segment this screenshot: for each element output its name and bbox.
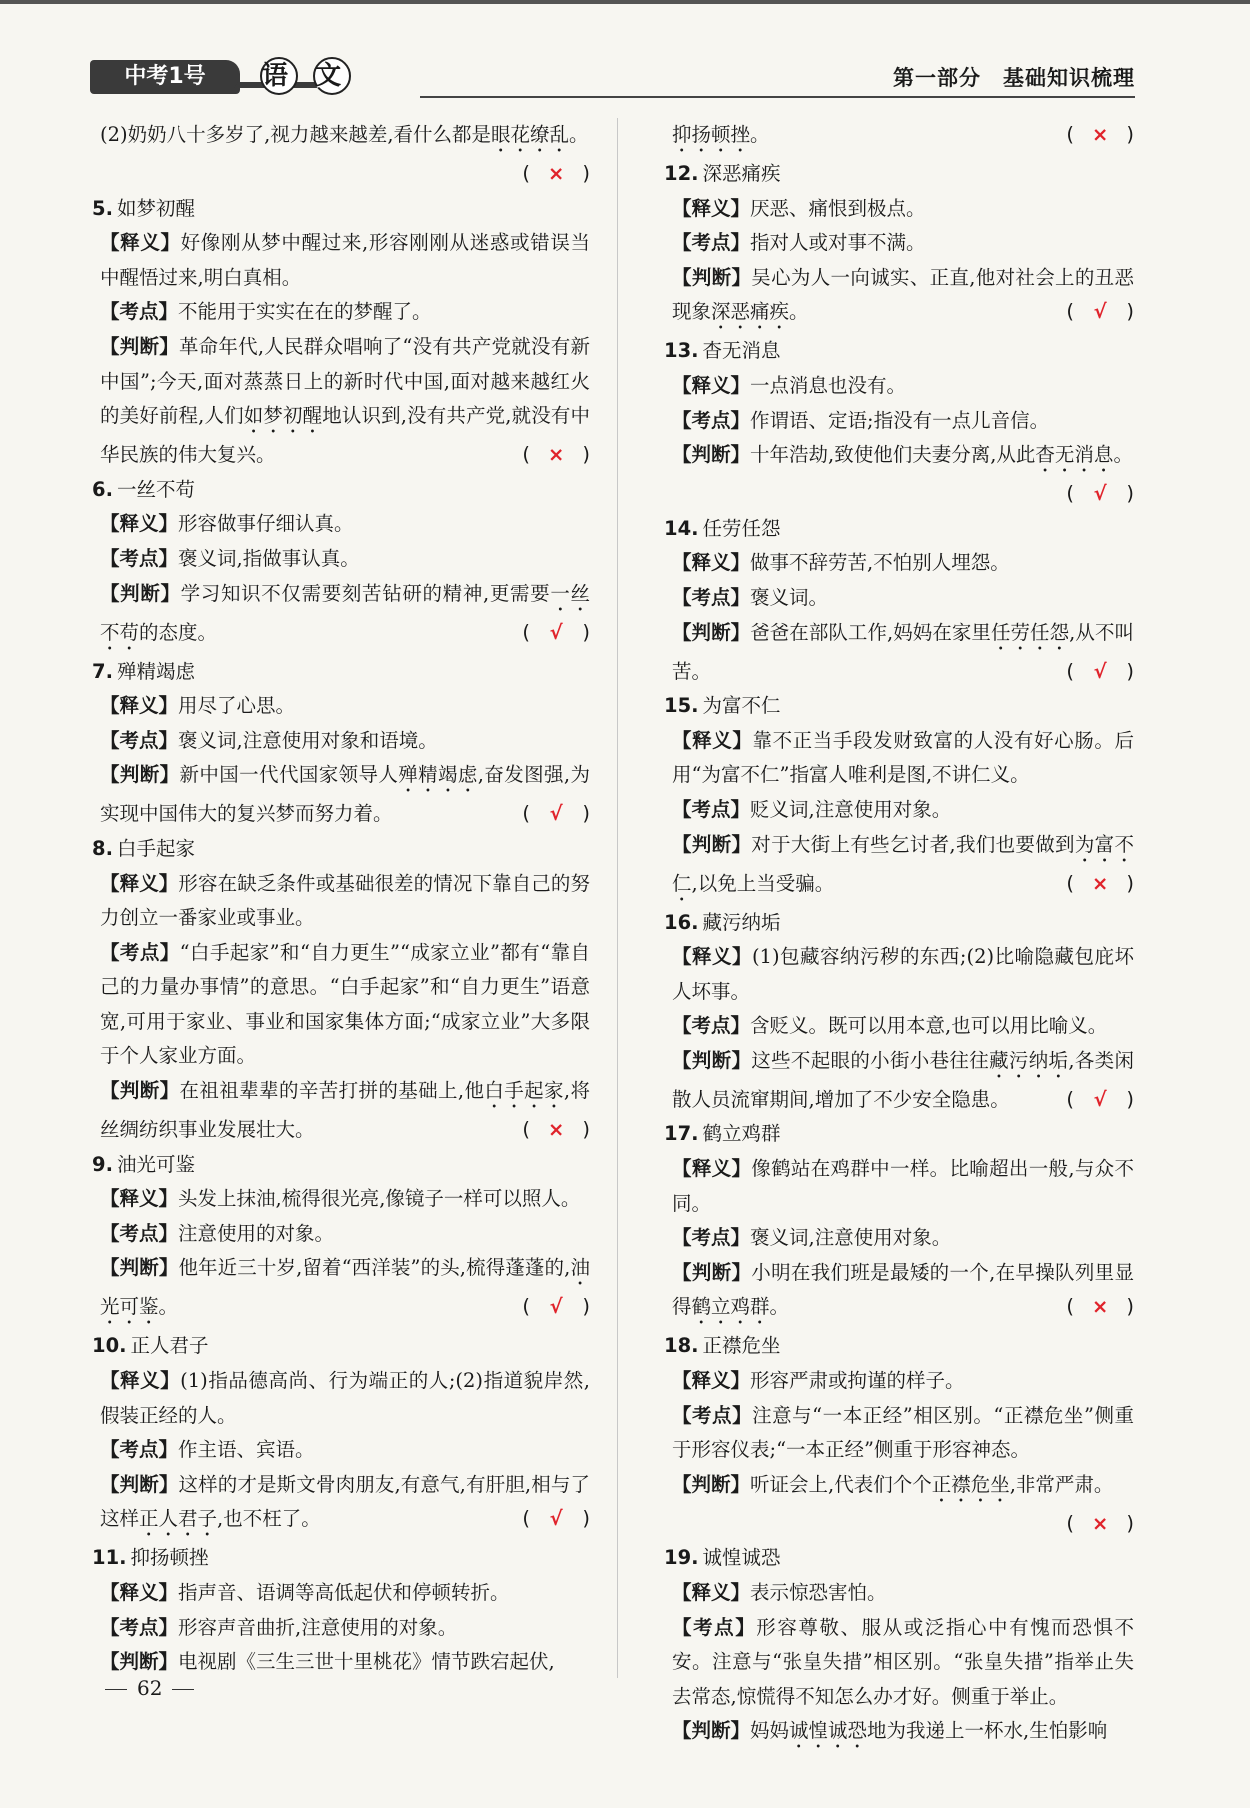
header-rule [420, 96, 1135, 98]
entry-definition: 【释义】头发上抹油,梳得很光亮,像镜子一样可以照人。 [100, 1187, 581, 1211]
highlight-term: 为富不仁 [672, 832, 1134, 895]
entry-keypoint: 【考点】褒义词,指做事认真。 [100, 546, 360, 570]
entry-judgement: 【判断】十年浩劫,致使他们夫妻分离,从此杳无消息。 ( √ ) [672, 438, 1134, 477]
highlight-term: 抑扬顿挫 [672, 123, 751, 146]
highlight-term: 白手起家 [484, 1079, 564, 1103]
entry-keypoint: 【考点】含贬义。既可以用本意,也可以用比喻义。 [672, 1014, 1108, 1038]
judgement-mark: ( × ) [1066, 1295, 1134, 1319]
entry-keypoint: 【考点】作主语、宾语。 [100, 1438, 315, 1462]
entry-11-continuation: 抑扬顿挫。 ( × ) [672, 118, 1134, 157]
entry-title: 12. 深恶痛疾 [664, 162, 781, 185]
entry-definition: 【释义】靠不正当手段发财致富的人没有好心肠。后用“为富不仁”指富人唯利是图,不讲仁义。 [672, 728, 1134, 787]
entry-title: 5. 如梦初醒 [92, 196, 195, 220]
highlight-term: 鹤立鸡群 [691, 1295, 770, 1319]
entry-keypoint: 【考点】“白手起家”和“自力更生”“成家立业”都有“靠自己的力量办事情”的意思。“白手起家”和“自力更生”语意宽,可用于家业、事业和国家集体方面;“成家立业”大多限于个人家业方面。 [100, 940, 590, 1068]
entry-title: 19. 诚惶诚恐 [664, 1546, 781, 1570]
entry-judgement: 【判断】这样的才是斯文骨肉朋友,有意气,有肝胆,相与了这样正人君子,也不枉了。 ( √ ) [100, 1468, 590, 1542]
entry-judgement: 【判断】小明在我们班是最矮的一个,在早操队列里显得鹤立鸡群。 ( × ) [672, 1256, 1134, 1330]
highlight-term: 正人君子 [139, 1507, 218, 1531]
entry-keypoint: 【考点】指对人或对事不满。 [672, 231, 926, 255]
top-border [0, 0, 1250, 4]
entry-title: 10. 正人君子 [92, 1334, 209, 1358]
judgement-mark: ( × ) [1066, 1511, 1134, 1535]
entry-title: 14. 任劳任怨 [664, 516, 781, 540]
entry-definition: 【释义】形容做事仔细认真。 [100, 512, 354, 536]
entry-keypoint: 【考点】褒义词,注意使用对象和语境。 [100, 728, 438, 752]
judgement-mark: ( × ) [1066, 123, 1134, 146]
entry-keypoint: 【考点】褒义词,注意使用对象。 [672, 1226, 952, 1250]
entry-title: 18. 正襟危坐 [664, 1334, 781, 1358]
judgement-mark: ( √ ) [522, 1295, 590, 1319]
entry-title: 16. 藏污纳垢 [664, 910, 781, 934]
entry-title: 8. 白手起家 [92, 836, 195, 860]
entry-judgement: 【判断】妈妈诚惶诚恐地为我递上一杯水,生怕影响 [672, 1719, 1108, 1743]
entry-judgement: 【判断】电视剧《三生三世十里桃花》情节跌宕起伏, [100, 1650, 555, 1674]
judgement-mark: ( × ) [522, 1118, 590, 1142]
entry-title: 15. 为富不仁 [664, 694, 781, 718]
entry-definition: 【释义】(1)包藏容纳污秽的东西;(2)比喻隐藏包庇坏人坏事。 [672, 945, 1134, 1003]
entry-definition: 【释义】(1)指品德高尚、行为端正的人;(2)指道貌岸然,假装正经的人。 [100, 1369, 590, 1427]
entry-definition: 【释义】用尽了心思。 [100, 694, 296, 718]
entry-definition: 【释义】形容在缺乏条件或基础很差的情况下靠自己的努力创立一番家业或事业。 [100, 871, 590, 930]
judgement-mark: ( √ ) [1066, 482, 1134, 506]
entry-title: 11. 抑扬顿挫 [92, 1546, 209, 1570]
entry-title: 13. 杳无消息 [664, 339, 781, 363]
entry-keypoint: 【考点】褒义词。 [672, 585, 829, 609]
entry-title: 6. 一丝不苟 [92, 477, 195, 501]
judgement-mark: ( × ) [1066, 871, 1134, 895]
entry-keypoint: 【考点】注意与“一本正经”相区别。“正襟危坐”侧重于形容仪表;“一本正经”侧重于形容神态。 [672, 1403, 1134, 1462]
entry-4-continuation: (2)奶奶八十多岁了,视力越来越差,看什么都是眼花缭乱。 ( × ) [100, 118, 590, 157]
entry-definition: 【释义】形容严肃或拘谨的样子。 [672, 1369, 965, 1393]
entry-judgement: 【判断】新中国一代代国家领导人殚精竭虑,奋发图强,为实现中国伟大的复兴梦而努力着。 ( √ ) [100, 758, 590, 832]
entry-keypoint: 【考点】贬义词,注意使用对象。 [672, 797, 952, 821]
judgement-mark: ( × ) [522, 443, 590, 467]
entry-title: 17. 鹤立鸡群 [664, 1122, 781, 1146]
page-footer [95, 1676, 204, 1700]
entry-title: 9. 油光可鉴 [92, 1152, 195, 1176]
highlight-term: 深恶痛疾 [711, 300, 790, 324]
subject-char-2: 文 [313, 57, 351, 95]
entry-keypoint: 【考点】形容尊敬、服从或泛指心中有愧而恐惧不安。注意与“张皇失措”相区别。“张皇失措”指举止失去常态,惊慌得不知怎么办才好。侧重于举止。 [672, 1615, 1134, 1708]
highlight-term: 任劳任怨 [990, 620, 1070, 644]
highlight-term: 杳无消息 [1035, 443, 1114, 467]
judgement-mark: ( √ ) [522, 802, 590, 826]
column-divider [617, 118, 618, 1678]
highlight-term: 眼花缭乱 [491, 123, 570, 146]
entry-judgement: 【判断】在祖祖辈辈的辛苦打拼的基础上,他白手起家,将丝绸纺织事业发展壮大。 ( × ) [100, 1074, 590, 1148]
highlight-term: 正襟危坐 [931, 1472, 1010, 1496]
entry-definition: 【释义】厌恶、痛恨到极点。 [672, 196, 926, 220]
page-header [90, 52, 1135, 98]
entry-title: 7. 殚精竭虑 [92, 659, 195, 683]
judgement-mark: ( √ ) [522, 620, 590, 644]
page-number: 62 [137, 1676, 163, 1700]
subject-char-1: 语 [260, 57, 298, 95]
right-column [664, 118, 1134, 1753]
footer-dash-right [172, 1689, 194, 1690]
entry-keypoint: 【考点】形容声音曲折,注意使用的对象。 [100, 1615, 458, 1639]
entry-judgement: 【判断】学习知识不仅需要刻苦钻研的精神,更需要一丝不苟的态度。 ( √ ) [100, 577, 590, 655]
highlight-term: 藏污纳垢 [989, 1048, 1069, 1072]
entry-keypoint: 【考点】注意使用的对象。 [100, 1221, 335, 1245]
book-badge: 中考1号 [90, 60, 240, 94]
entry-definition: 【释义】表示惊恐害怕。 [672, 1581, 887, 1604]
entry-judgement: 【判断】革命年代,人民群众唱响了“没有共产党就没有新中国”;今天,面对蒸蒸日上的新时代中国,面对越来越红火的美好前程,人们如梦初醒地认识到,没有共产党,就没有中华民族的伟大复兴。 ( × ) [100, 330, 590, 473]
entry-judgement: 【判断】对于大街上有些乞讨者,我们也要做到为富不仁,以免上当受骗。 ( × ) [672, 828, 1134, 906]
entry-keypoint: 【考点】不能用于实实在在的梦醒了。 [100, 300, 432, 324]
section-title: 第一部分 基础知识梳理 [893, 66, 1135, 90]
entry-judgement: 【判断】听证会上,代表们个个正襟危坐,非常严肃。 ( × ) [672, 1468, 1134, 1507]
judgement-mark: ( √ ) [1066, 659, 1134, 683]
entry-keypoint: 【考点】作谓语、定语;指没有一点儿音信。 [672, 408, 1050, 432]
entry-definition: 【释义】像鹤站在鸡群中一样。比喻超出一般,与众不同。 [672, 1157, 1134, 1215]
entry-judgement: 【判断】他年近三十岁,留着“西洋装”的头,梳得蓬蓬的,油光可鉴。 ( √ ) [100, 1251, 590, 1329]
subject-title [260, 56, 360, 96]
judgement-mark: ( √ ) [522, 1507, 590, 1531]
entry-judgement: 【判断】爸爸在部队工作,妈妈在家里任劳任怨,从不叫苦。 ( √ ) [672, 616, 1134, 690]
entry-judgement: 【判断】这些不起眼的小街小巷往往藏污纳垢,各类闲散人员流窜期间,增加了不少安全隐患。 ( √ ) [672, 1044, 1134, 1118]
highlight-term: 油光可鉴 [100, 1256, 590, 1319]
left-column [92, 118, 590, 1680]
entry-definition: 【释义】指声音、语调等高低起伏和停顿转折。 [100, 1581, 510, 1604]
entry-definition: 【释义】好像刚从梦中醒过来,形容刚刚从迷惑或错误当中醒悟过来,明白真相。 [100, 231, 590, 289]
judgement-mark: ( √ ) [1066, 300, 1134, 324]
judgement-mark: ( √ ) [1066, 1087, 1134, 1111]
highlight-term: 如梦初醒 [243, 404, 323, 428]
highlight-term: 殚精竭虑 [398, 763, 478, 787]
entry-definition: 【释义】一点消息也没有。 [672, 373, 907, 397]
judgement-mark: ( × ) [522, 162, 590, 185]
highlight-term: 一丝不苟 [100, 581, 590, 644]
highlight-term: 诚惶诚恐 [789, 1719, 868, 1743]
entry-judgement: 【判断】吴心为人一向诚实、正直,他对社会上的丑恶现象深恶痛疾。 ( √ ) [672, 261, 1134, 335]
entry-definition: 【释义】做事不辞劳苦,不怕别人埋怨。 [672, 551, 1010, 575]
footer-dash-left [105, 1689, 127, 1690]
